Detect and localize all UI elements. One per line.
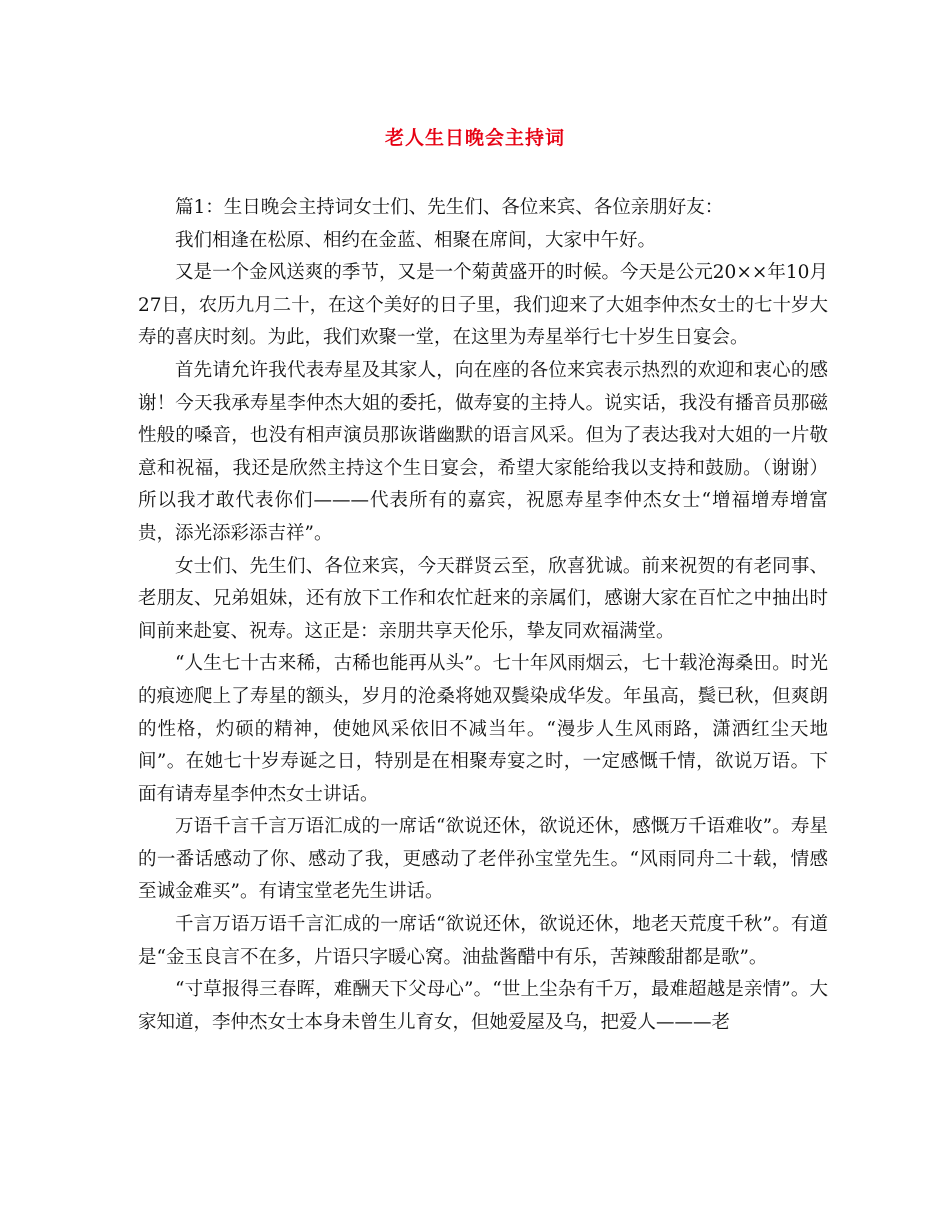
paragraph: 万语千言千言万语汇成的一席话“欲说还休，欲说还休，感慨万千语难收”。寿星的一番话感动了你、感动了我，更感动了老伴孙宝堂先生。“风雨同舟二十载，情感至诚金难买”。有请宝堂老先生讲话。 [138,816,828,903]
paragraph: 女士们、先生们、各位来宾，今天群贤云至，欣喜犹诚。前来祝贺的有老同事、老朋友、兄弟姐妹，还有放下工作和农忙赶来的亲属们，感谢大家在百忙之中抽出时间前来赴宴、祝寿。这正是：亲朋共享天伦乐，挚友同欢福满堂。 [138,555,828,642]
paragraph: 首先请允许我代表寿星及其家人，向在座的各位来宾表示热烈的欢迎和衷心的感谢！今天我承寿星李仲杰大姐的委托，做寿宴的主持人。说实话，我没有播音员那磁性般的嗓音，也没有相声演员那诙谐幽默的语言风采。但为了表达我对大姐的一片敬意和祝福，我还是欣然主持这个生日宴会，希望大家能给我以支持和鼓励。（谢谢）所以我才敢代表你们———代表所有的嘉宾，祝愿寿星李仲杰女士“增福增寿增富贵，添光添彩添吉祥”。 [138,359,828,544]
paragraph: 又是一个金风送爽的季节，又是一个菊黄盛开的时候。今天是公元20××年10月27日，农历九月二十，在这个美好的日子里，我们迎来了大姐李仲杰女士的七十岁大寿的喜庆时刻。为此，我们欢聚一堂，在这里为寿星举行七十岁生日宴会。 [138,262,828,349]
paragraph: 千言万语万语千言汇成的一席话“欲说还休，欲说还休，地老天荒度千秋”。有道是“金玉良言不在多，片语只字暖心窝。油盐酱醋中有乐，苦辣酸甜都是歌”。 [138,914,828,968]
paragraph: “人生七十古来稀，古稀也能再从头”。七十年风雨烟云，七十载沧海桑田。时光的痕迹爬上了寿星的额头，岁月的沧桑将她双鬓染成华发。年虽高，鬓已秋，但爽朗的性格，灼硕的精神，使她风采依旧不减当年。“漫步人生风雨路，潇洒红尘天地间”。在她七十岁寿诞之日，特别是在相聚寿宴之时，一定感慨千情，欲说万语。下面有请寿星李仲杰女士讲话。 [138,653,828,805]
paragraph: 篇1：生日晚会主持词女士们、先生们、各位来宾、各位亲朋好友： [175,197,724,218]
document-body [138,192,828,1039]
paragraph: 我们相逢在松原、相约在金蓝、相聚在席间，大家中午好。 [175,229,657,251]
paragraph: “寸草报得三春晖，难酬天下父母心”。“世上尘杂有千万，最难超越是亲情”。大家知道，李仲杰女士本身未曾生儿育女，但她爱屋及乌，把爱人———老 [138,979,828,1033]
document-title: 老人生日晚会主持词 [384,127,565,149]
